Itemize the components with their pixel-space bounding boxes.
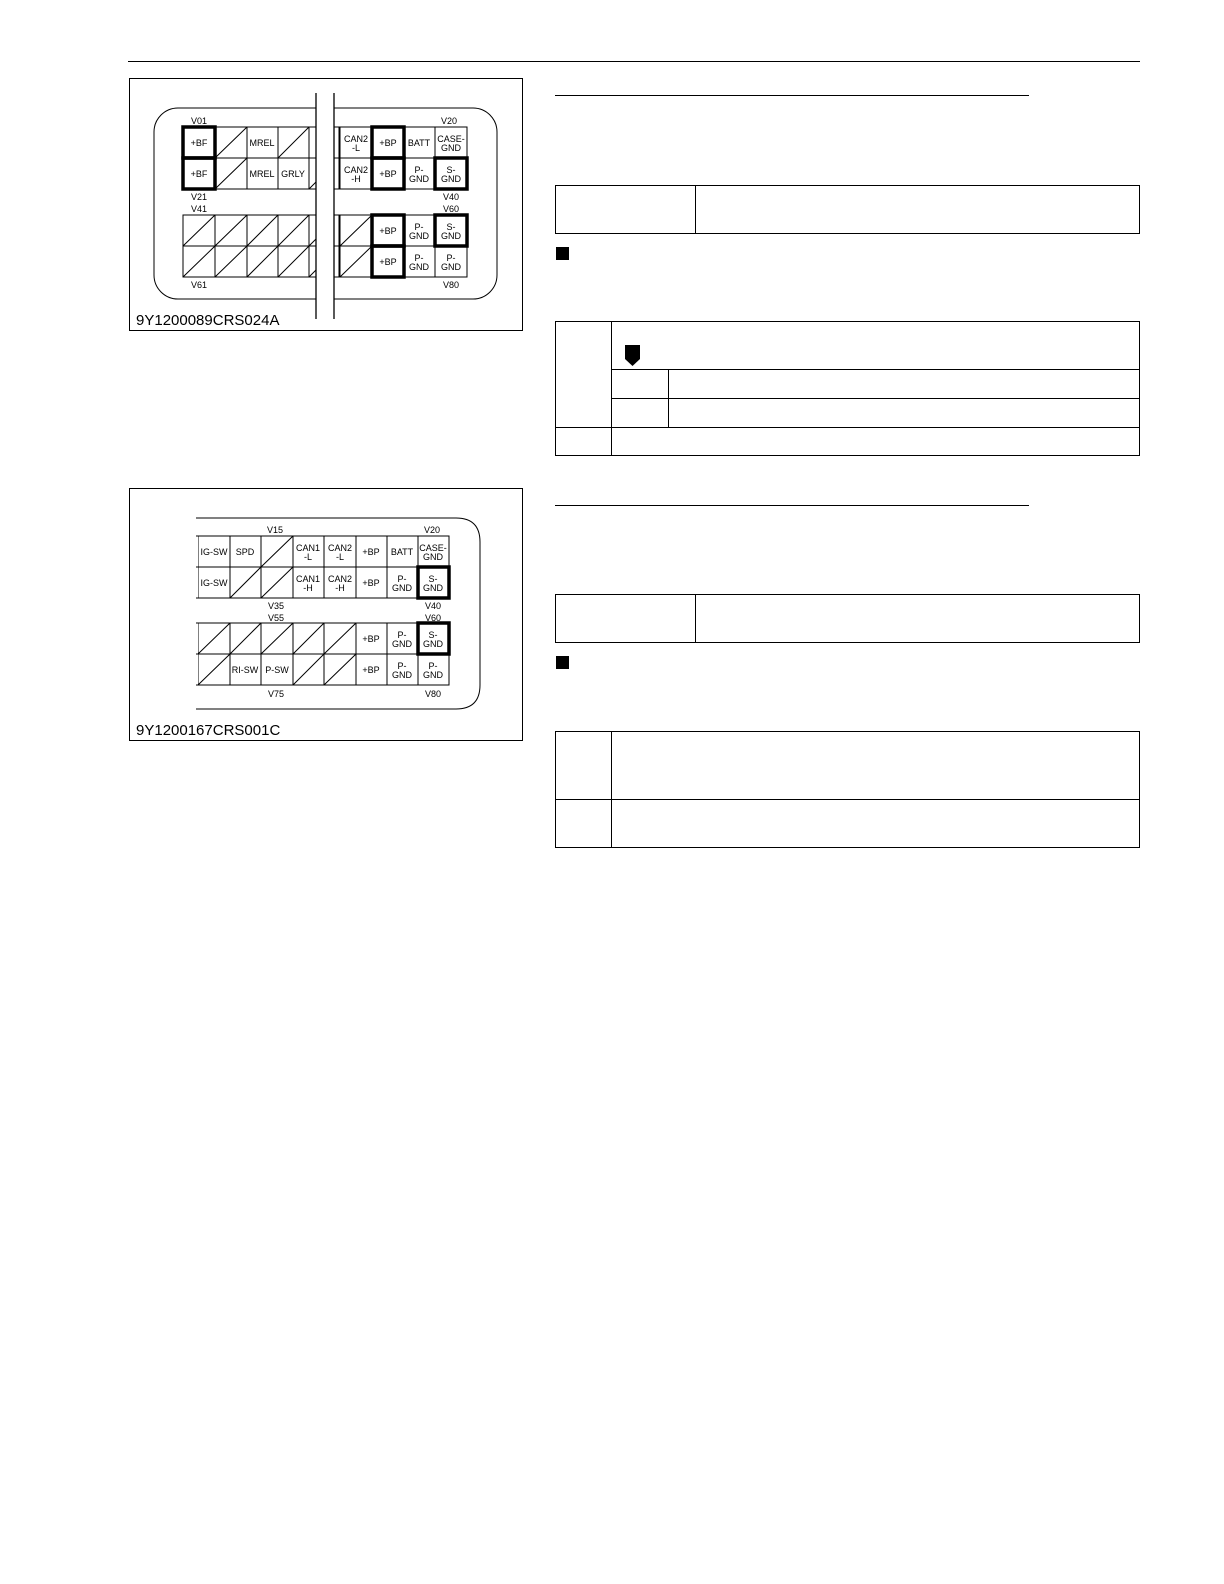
- f2-r2-c1: IG-SW: [200, 578, 228, 588]
- f2-r3-c7: P-GND: [392, 630, 412, 649]
- label-v20: V20: [441, 116, 458, 126]
- spec-table-1-value-cell: [696, 186, 1140, 234]
- section-2-rule: [555, 505, 1029, 506]
- label-v40: V40: [425, 601, 442, 611]
- page-header-rule: [128, 61, 1140, 62]
- result-table-2: [555, 731, 1140, 848]
- connector-figure-1: [129, 78, 523, 331]
- section-1-rule: [555, 95, 1029, 96]
- f1-r1-c6: CAN2 -L: [343, 134, 369, 153]
- result-table-2-bottom-left: [556, 800, 612, 848]
- result-table-1-sub-a: [612, 370, 669, 399]
- f2-r2-c8: S-GND: [423, 574, 443, 593]
- f2-r2-c5: CAN2 -H: [327, 574, 353, 593]
- label-v60: V60: [425, 613, 442, 623]
- label-v35: V35: [268, 601, 285, 611]
- spec-table-2-label-cell: [556, 595, 696, 643]
- f2-r3-c8: S-GND: [423, 630, 443, 649]
- f1-r3-c8: P-GND: [409, 222, 429, 241]
- result-table-1-sub-b: [612, 399, 669, 428]
- f2-r1-c1: IG-SW: [200, 547, 228, 557]
- result-table-1-sub-a-value: [669, 370, 1140, 399]
- f2-r4-c3: P-SW: [265, 665, 289, 675]
- connector-diagram-2: [130, 489, 522, 740]
- f1-r2-c6: CAN2 -H: [343, 165, 369, 184]
- bullet-square-2: [556, 656, 569, 669]
- result-table-2-top-left: [556, 732, 612, 800]
- figure-2-caption: 9Y1200167CRS001C: [136, 722, 281, 739]
- result-table-1: [555, 321, 1140, 456]
- f2-r1-c6: +BP: [362, 547, 380, 557]
- f2-r2-c7: P-GND: [392, 574, 412, 593]
- f2-r1-c7: BATT: [390, 547, 414, 557]
- f2-r1-c2: SPD: [235, 547, 255, 557]
- f1-r2-c3: MREL: [249, 169, 275, 179]
- result-table-2-top-right: [612, 732, 1140, 800]
- pointer-icon: [625, 345, 641, 367]
- connector-figure-2: [129, 488, 523, 741]
- label-v60: V60: [443, 204, 460, 214]
- figure-1-caption: 9Y1200089CRS024A: [136, 312, 280, 329]
- f1-r2-c8: P-GND: [409, 165, 429, 184]
- result-table-1-left-cell: [556, 322, 612, 428]
- connector-diagram-1: [130, 79, 522, 330]
- f2-r3-c6: +BP: [362, 634, 380, 644]
- f1-r2-c4: GRLY: [281, 169, 305, 179]
- f2-r2-c4: CAN1 -H: [295, 574, 321, 593]
- f1-r3-c7: +BP: [379, 226, 397, 236]
- f1-r3-c9: S-GND: [441, 222, 461, 241]
- spec-table-1-label-cell: [556, 186, 696, 234]
- result-table-1-bottom-left: [556, 428, 612, 456]
- f1-r4-c8: P-GND: [409, 253, 429, 272]
- f1-r1-c1: +BF: [190, 138, 208, 148]
- f1-r4-c7: +BP: [379, 257, 397, 267]
- f2-r1-c5: CAN2 -L: [327, 543, 353, 562]
- f1-r1-c8: BATT: [407, 138, 431, 148]
- result-table-1-sub-b-value: [669, 399, 1140, 428]
- spec-table-1: [555, 185, 1140, 234]
- spec-table-2: [555, 594, 1140, 643]
- label-v80: V80: [443, 280, 460, 290]
- spec-table-2-value-cell: [696, 595, 1140, 643]
- f1-r1-c3: MREL: [249, 138, 275, 148]
- label-v41: V41: [191, 204, 208, 214]
- label-v80: V80: [425, 689, 442, 699]
- label-v21: V21: [191, 192, 208, 202]
- f2-r1-c8: CASE-GND: [419, 543, 447, 562]
- f1-r2-c7: +BP: [379, 169, 397, 179]
- f2-r4-c8: P-GND: [423, 661, 443, 680]
- label-v01: V01: [191, 116, 208, 126]
- label-v75: V75: [268, 689, 285, 699]
- label-v55: V55: [268, 613, 285, 623]
- f1-r2-c1: +BF: [190, 169, 208, 179]
- f2-r4-c6: +BP: [362, 665, 380, 675]
- result-table-1-bottom-right: [612, 428, 1140, 456]
- f2-r2-c6: +BP: [362, 578, 380, 588]
- label-v61: V61: [191, 280, 208, 290]
- f1-r4-c9: P-GND: [441, 253, 461, 272]
- bullet-square-1: [556, 247, 569, 260]
- f1-r1-c7: +BP: [379, 138, 397, 148]
- f2-r4-c2: RI-SW: [231, 665, 259, 675]
- label-v20: V20: [424, 525, 441, 535]
- break-gap: [316, 79, 334, 330]
- result-table-2-bottom-right: [612, 800, 1140, 848]
- result-table-1-header-cell: [612, 322, 1140, 370]
- left-cut: [190, 529, 198, 691]
- f1-r1-c9: CASE-GND: [437, 134, 465, 153]
- f1-r2-c9: S-GND: [441, 165, 461, 184]
- label-v15: V15: [267, 525, 284, 535]
- f2-r4-c7: P-GND: [392, 661, 412, 680]
- label-v40: V40: [443, 192, 460, 202]
- f2-r1-c4: CAN1 -L: [295, 543, 321, 562]
